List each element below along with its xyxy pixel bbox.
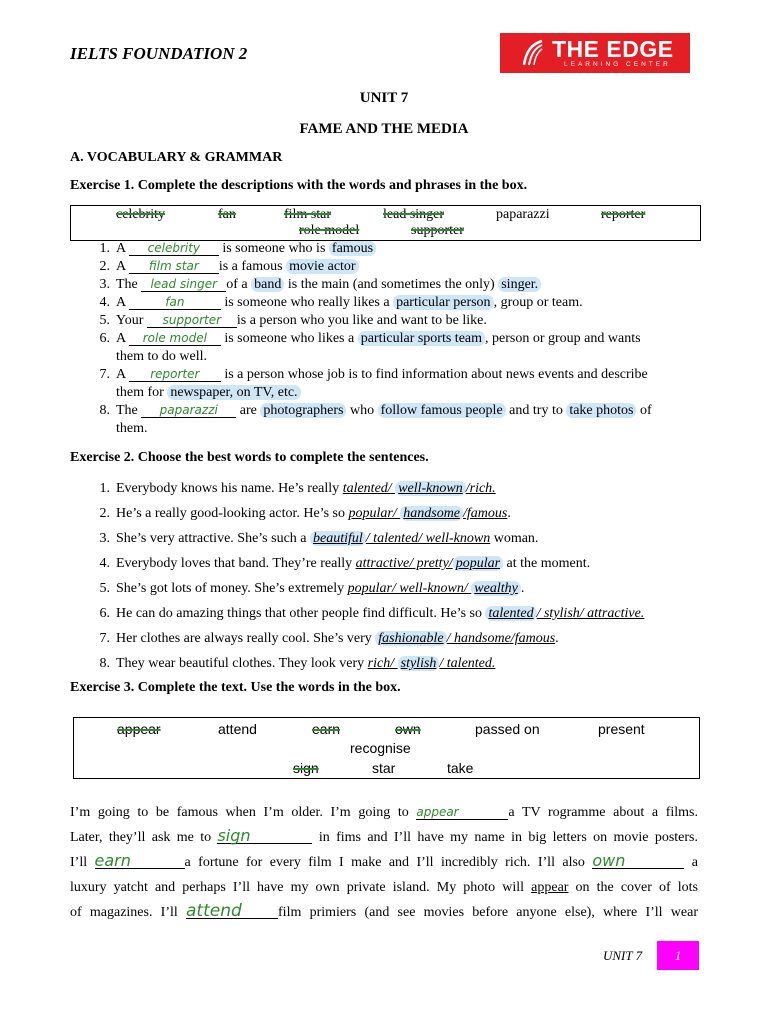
- ex1-word-box: [70, 205, 701, 241]
- list-item: 3. She’s very attractive. She’s such a beautiful / talented/ well-known woman.: [99, 531, 539, 546]
- handwritten-answer[interactable]: fan: [165, 295, 185, 309]
- selected-option[interactable]: fashionable: [375, 631, 446, 646]
- page-number: 1: [674, 948, 682, 963]
- selected-option[interactable]: handsome: [400, 506, 463, 521]
- page-number-badge: [657, 941, 699, 970]
- handwritten-answer[interactable]: reporter: [150, 367, 200, 381]
- selected-option[interactable]: popular: [453, 556, 503, 571]
- list-item: 3. The lead singer of a band is the main (and sometimes the only) singer.: [70, 276, 710, 294]
- list-item: 7. A reporter is a person whose job is to find information about news events and describe them for newspaper, on TV, etc.: [99, 367, 648, 400]
- box-word: recognise: [350, 740, 411, 756]
- handwritten-answer[interactable]: own: [592, 851, 626, 870]
- handwritten-answer[interactable]: appear: [416, 805, 459, 819]
- box-word: passed on: [475, 721, 540, 737]
- brand-sub: LEARNING CENTER: [564, 61, 671, 68]
- ex1-instruction: Exercise 1. Complete the descriptions with the words and phrases in the box.: [70, 178, 528, 193]
- ex3-text: [70, 800, 698, 925]
- handwritten-answer[interactable]: film star: [148, 259, 199, 273]
- box-word: take: [447, 760, 474, 776]
- list-item: 7. Her clothes are always really cool. She’s very fashionable / handsome/famous.: [99, 631, 559, 646]
- list-item: 1. Everybody knows his name. He’s really talented/ well-known /rich.: [99, 481, 496, 496]
- handwritten-answer[interactable]: supporter: [162, 313, 222, 327]
- selected-option[interactable]: wealthy: [471, 581, 521, 596]
- handwritten-answer[interactable]: celebrity: [147, 241, 201, 255]
- text-line: luxury yatcht and perhaps I’ll have my own private island. My photo will appear on the cover of lots: [70, 880, 698, 895]
- handwritten-answer[interactable]: sign: [217, 826, 251, 845]
- box-word: appear: [117, 721, 161, 737]
- logo-swoosh-icon: [520, 39, 544, 67]
- text-line: of magazines. I’ll attend film primiers (and see movies before anyone else), where I’ll wear: [70, 901, 698, 921]
- list-item: 5. Your supporter is a person who you like and want to be like.: [99, 313, 487, 328]
- box-word: sign: [293, 760, 319, 776]
- page-title: FAME AND THE MEDIA: [299, 121, 469, 137]
- handwritten-answer[interactable]: attend: [186, 901, 242, 921]
- selected-option[interactable]: talented: [485, 606, 536, 621]
- box-word: lead singer: [383, 207, 445, 222]
- box-word: present: [598, 721, 645, 737]
- brand-name: THE EDGE: [552, 36, 674, 62]
- ex2-instruction: Exercise 2. Choose the best words to complete the sentences.: [70, 450, 429, 465]
- ex1-list: [70, 240, 710, 438]
- box-word: paparazzi: [496, 207, 550, 222]
- box-word: fan: [218, 207, 236, 222]
- box-word: earn: [312, 721, 341, 737]
- list-item: 1. A celebrity is someone who is famous: [70, 240, 710, 258]
- handwritten-answer[interactable]: earn: [94, 851, 131, 870]
- list-item: 8. They wear beautiful clothes. They look very rich/ stylish / talented.: [99, 656, 496, 671]
- unit-heading: UNIT 7: [359, 90, 409, 106]
- selected-option[interactable]: stylish: [398, 656, 440, 671]
- box-word: celebrity: [116, 207, 165, 222]
- selected-option[interactable]: beautiful: [310, 531, 366, 546]
- selected-option[interactable]: well-known: [395, 481, 466, 496]
- list-item: 2. He’s a really good-looking actor. He’s so popular/ handsome /famous.: [99, 506, 511, 521]
- list-item: 8. The paparazzi are photographers who follow famous people and try to take photos of them.: [99, 403, 652, 436]
- box-word: attend: [218, 721, 257, 737]
- list-item: 4. Everybody loves that band. They’re really attractive/ pretty/ popular at the moment.: [99, 556, 591, 571]
- list-item: 6. A role model is someone who likes a particular sports team , person or group and wants them to do well.: [99, 331, 641, 364]
- handwritten-answer[interactable]: paparazzi: [159, 403, 218, 417]
- ex3-word-box: [73, 717, 700, 779]
- list-item: 2. A film star is a famous movie actor: [70, 258, 710, 276]
- text-line: Later, they’ll ask me to sign in fims and I’ll have my name in big letters on movie posters.: [70, 826, 699, 845]
- footer-unit-label: UNIT 7: [603, 948, 643, 963]
- ex3-instruction: Exercise 3. Complete the text. Use the words in the box.: [70, 680, 401, 695]
- box-word: role model: [299, 223, 360, 238]
- handwritten-answer[interactable]: lead singer: [150, 277, 218, 291]
- box-word: film star: [284, 207, 332, 222]
- box-word: supporter: [411, 223, 464, 238]
- brand-logo: [500, 33, 690, 73]
- box-word: reporter: [601, 207, 646, 222]
- handwritten-answer[interactable]: role model: [142, 331, 207, 345]
- list-item: 4. A fan is someone who really likes a particular person , group or team.: [99, 295, 583, 310]
- box-word: star: [372, 760, 396, 776]
- text-line: I’ll earn a fortune for every film I make and I’ll incredibly rich. I’ll also own a: [70, 851, 698, 870]
- course-title: IELTS FOUNDATION 2: [70, 44, 248, 63]
- box-word: own: [395, 721, 421, 737]
- list-item: 6. He can do amazing things that other people find difficult. He’s so talented / stylish/ attractive.: [99, 606, 645, 621]
- list-item: 5. She’s got lots of money. She’s extremely popular/ well-known/ wealthy .: [99, 581, 525, 596]
- section-heading: A. VOCABULARY & GRAMMAR: [70, 150, 283, 165]
- text-line: I’m going to be famous when I’m older. I’m going to appear a TV rogramme about a films.: [70, 805, 698, 820]
- ex2-list: [70, 476, 710, 676]
